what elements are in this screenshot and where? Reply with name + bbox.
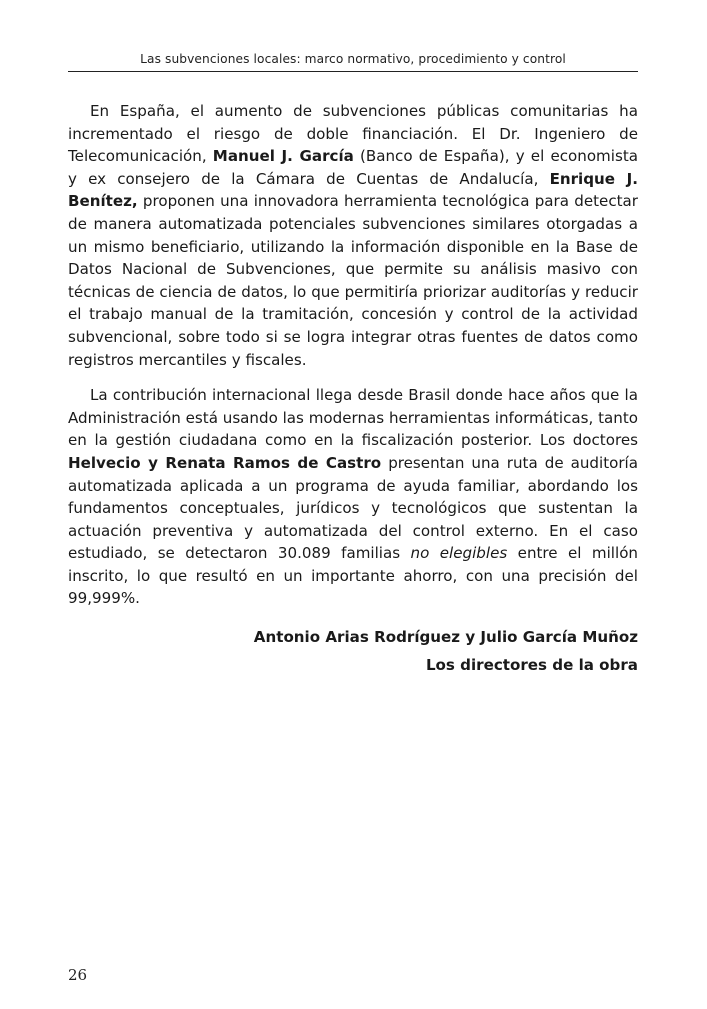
running-header: Las subvenciones locales: marco normativo, procedimiento y control bbox=[140, 52, 566, 66]
text-segment: presentan una ruta de auditoría automatizada aplicada a un programa de ayuda familiar, abordando los fundamentos conceptuales, jurídicos y tecnológicos que sustentan la actuación preventiva y automatizada del control externo. En el caso estudiado, se detectaron 30.089 familias bbox=[68, 453, 639, 563]
author-name: Enrique J. Benítez, bbox=[68, 169, 638, 211]
signature-role: Los directores de la obra bbox=[425, 656, 638, 675]
signature-authors: Antonio Arias Rodríguez y Julio García Muñoz bbox=[253, 628, 638, 647]
text-segment: proponen una innovadora herramienta tecnológica para detectar de manera automatizada potenciales subvenciones similares otorgadas a un mismo beneficiario, utilizando la información disponible en la Base de Datos Nacional de Subvenciones, que permite su análisis masivo con técnicas de ciencia de datos, lo que permitiría priorizar auditorías y reducir el trabajo manual de la tramitación, concesión y control de la actividad subvencional, sobre todo si se logra integrar otras fuentes de datos como registros mercantiles y fiscales. bbox=[68, 192, 638, 369]
author-name: Helvecio y Renata Ramos de Castro bbox=[68, 453, 382, 472]
paragraph-brazil bbox=[68, 384, 638, 610]
body-text bbox=[68, 100, 638, 679]
text-segment: (Banco de España), y el economista y ex consejero de la Cámara de Cuentas de Andalucía, bbox=[68, 147, 638, 188]
paragraph-spain bbox=[68, 100, 638, 371]
text-segment: entre el millón inscrito, lo que resultó en un importante ahorro, con una precisión del 99,999%. bbox=[68, 544, 638, 608]
page-number: 26 bbox=[68, 966, 88, 984]
header-divider bbox=[68, 71, 638, 72]
author-name: Manuel J. García bbox=[212, 147, 354, 166]
text-segment: En España, el aumento de subvenciones públicas comunitarias ha incrementado el riesgo de doble financiación. El Dr. Ingeniero de Telecomunicación, bbox=[68, 102, 638, 166]
emphasis-text: no elegibles bbox=[410, 544, 508, 563]
text-segment: La contribución internacional llega desde Brasil donde hace años que la Administración está usando las modernas herramientas informáticas, tanto en la gestión ciudadana como en la fiscalización posterior. Los doctores bbox=[68, 386, 638, 450]
